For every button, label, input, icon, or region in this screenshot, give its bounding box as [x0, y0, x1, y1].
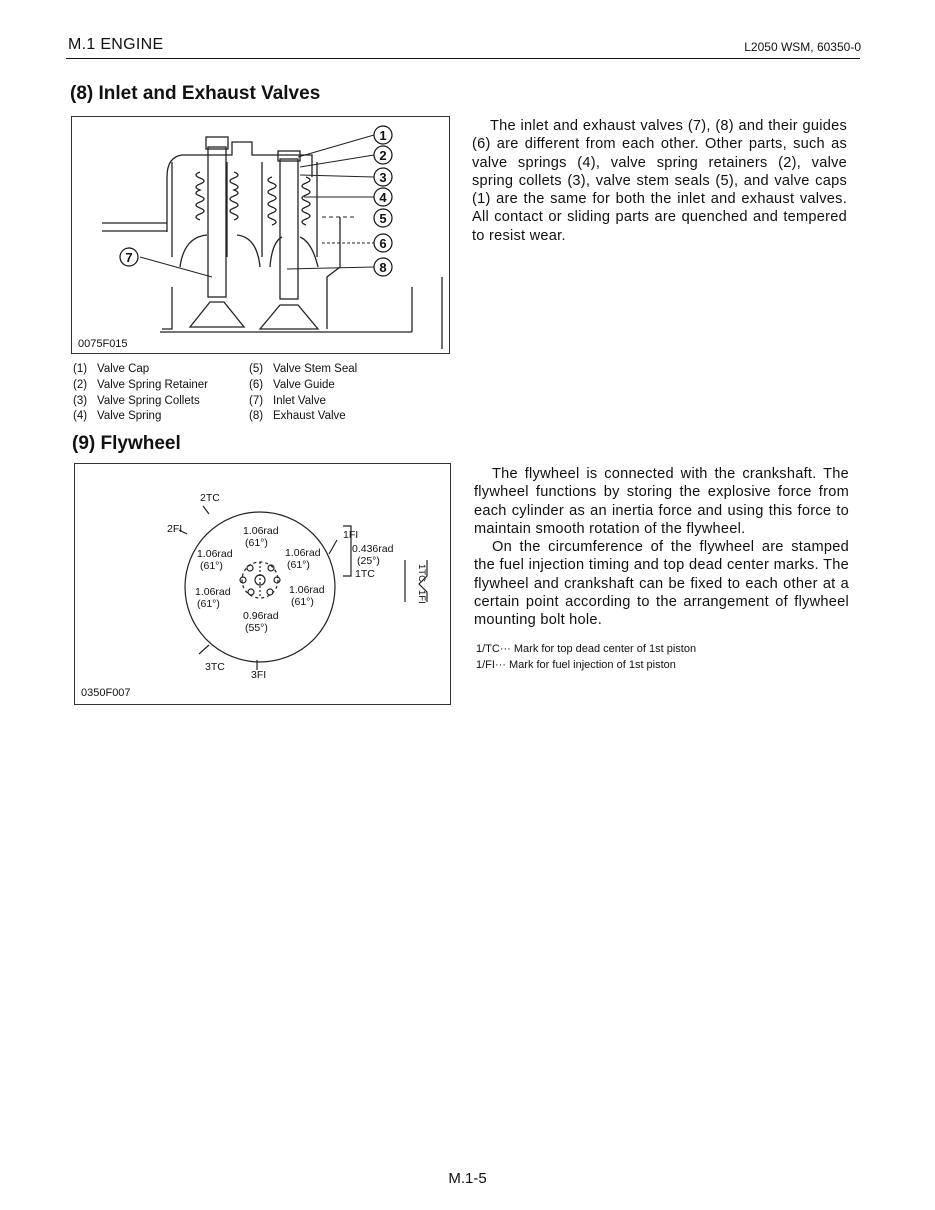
- label-left-deg: (61°): [200, 560, 223, 572]
- label-right-deg: (61°): [287, 559, 310, 571]
- legend-item: (1) Valve Cap: [73, 363, 150, 375]
- label-1tc: 1TC: [355, 568, 375, 580]
- label-lower-right-deg: (61°): [291, 596, 314, 608]
- note-1tc: 1/TC··· Mark for top dead center of 1st piston: [476, 643, 697, 655]
- label-3tc: 3TC: [205, 661, 225, 673]
- legend-item: (5) Valve Stem Seal: [249, 363, 358, 375]
- note-1fi: 1/FI··· Mark for fuel injection of 1st piston: [476, 659, 676, 671]
- valve-legend-right: [249, 362, 424, 425]
- legend-item: (2) Valve Spring Retainer: [73, 378, 209, 391]
- callout-2-label: 2: [379, 148, 387, 163]
- label-bottom-rad: 0.96rad: [243, 610, 279, 622]
- label-lower-left-deg: (61°): [197, 598, 220, 610]
- flywheel-paragraph-1: The flywheel is connected with the crankshaft. The flywheel functions by storing the explosive force from each cylinder as an inertia force and using this force to maintain smooth rotation of the flywheel.: [474, 466, 849, 537]
- header-rule: [66, 58, 860, 59]
- label-left-rad: 1.06rad: [197, 548, 233, 560]
- label-2tc: 2TC: [200, 492, 220, 504]
- label-fi-rad: 0.436rad: [352, 543, 394, 555]
- flywheel-notes: [476, 641, 836, 673]
- valve-figure-code: 0075F015: [78, 338, 128, 350]
- label-top-rad: 1.06rad: [243, 525, 279, 537]
- callout-1-label: 1: [379, 128, 387, 143]
- valve-legend-left: [73, 362, 248, 425]
- legend-item: (4) Valve Spring: [73, 410, 162, 423]
- flywheel-figure: [74, 463, 451, 705]
- valve-figure: [71, 116, 450, 354]
- flywheel-section-title: (9) Flywheel: [72, 433, 181, 454]
- manual-code: L2050 WSM, 60350-0: [744, 40, 861, 54]
- label-2fi: 2FI: [167, 523, 183, 535]
- callout-5-label: 5: [379, 211, 387, 226]
- flywheel-timing-diagram: [75, 464, 450, 704]
- stamp-1fi: 1FI: [416, 590, 427, 604]
- legend-item: (3) Valve Spring Collets: [73, 394, 200, 407]
- label-lower-left-rad: 1.06rad: [195, 586, 231, 598]
- label-1fi: 1FI: [343, 529, 359, 541]
- legend-item: (6) Valve Guide: [249, 378, 335, 391]
- label-fi-deg: (25°): [357, 555, 380, 567]
- label-3fi: 3FI: [251, 669, 267, 681]
- callout-6-label: 6: [379, 236, 387, 251]
- section-header: M.1 ENGINE: [68, 36, 164, 53]
- legend-item: (7) Inlet Valve: [249, 394, 326, 407]
- callout-4-label: 4: [379, 190, 387, 205]
- label-lower-right-rad: 1.06rad: [289, 584, 325, 596]
- callout-8-label: 8: [379, 260, 387, 275]
- flywheel-paragraph-2: On the circumference of the flywheel are stamped the fuel injection timing and top dead center marks. The flywheel and crankshaft can be fixed to each other at a certain point according to the arrangement of flywheel mounting bolt hole.: [474, 539, 849, 629]
- valves-section-title: (8) Inlet and Exhaust Valves: [70, 83, 321, 104]
- valves-paragraph: The inlet and exhaust valves (7), (8) and their guides (6) are different from each other. Other parts, such as valve springs (4), valve spring retainers (2), valve spring collets (3), valve stem seals (5), and valve caps (1) are the same for both the inlet and exhaust valves. All contact or sliding parts are quenched and tempered to resist wear.: [472, 118, 847, 244]
- flywheel-figure-code: 0350F007: [81, 687, 131, 699]
- label-bottom-deg: (55°): [245, 622, 268, 634]
- label-top-deg: (61°): [245, 537, 268, 549]
- stamp-1tc: 1TC: [416, 564, 427, 582]
- page-number: M.1-5: [448, 1170, 487, 1187]
- label-right-rad: 1.06rad: [285, 547, 321, 559]
- callout-3-label: 3: [379, 170, 387, 185]
- callout-7-label: 7: [125, 250, 133, 265]
- legend-item: (8) Exhaust Valve: [249, 410, 346, 423]
- valve-cross-section-drawing: [72, 117, 449, 353]
